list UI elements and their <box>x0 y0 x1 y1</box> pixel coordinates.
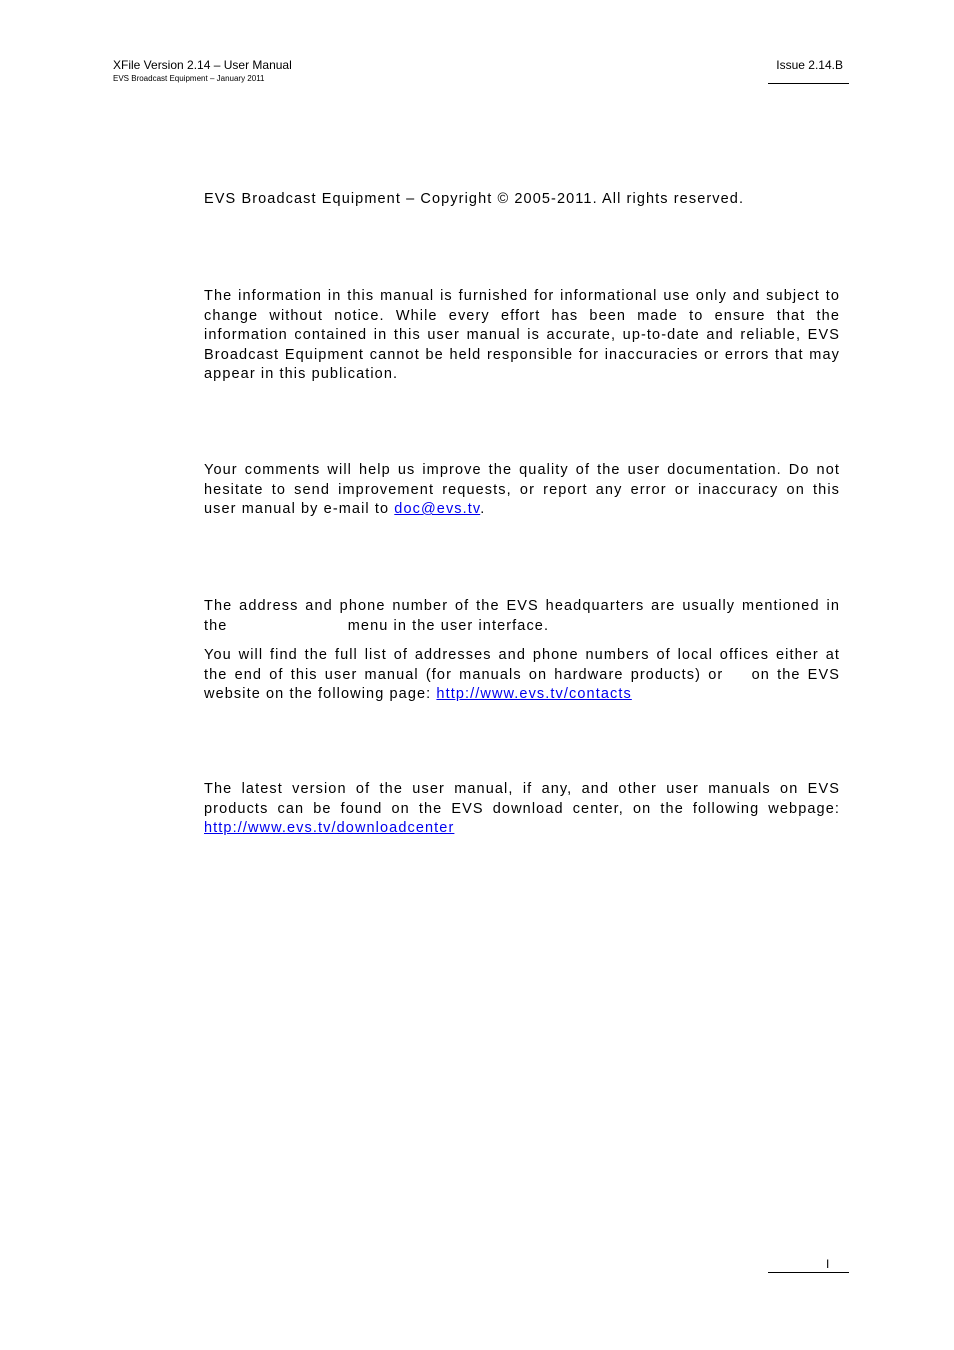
disclaimer-section <box>204 287 840 385</box>
document-title: XFile Version 2.14 – User Manual <box>113 58 292 72</box>
headquarters-text-end: menu in the user interface. <box>342 617 550 634</box>
contacts-link[interactable]: http://www.evs.tv/contacts <box>436 686 632 702</box>
addresses-section <box>204 597 840 705</box>
feedback-text: Your comments will help us improve the quality of the user documentation. Do not hesitate to send improvement requests, or report any error or inaccuracy on this user manual by e-mail to <box>204 462 840 517</box>
copyright-text: EVS Broadcast Equipment – Copyright © 2005-2011. All rights reserved. <box>204 191 745 207</box>
offices-text-middle: on the EVS website on the following page: <box>204 666 840 702</box>
headquarters-text-start: The address and phone number of the EVS headquarters are usually mentioned in the <box>204 598 840 634</box>
copyright-section <box>204 190 840 210</box>
download-paragraph <box>204 780 840 839</box>
document-subtitle: EVS Broadcast Equipment – January 2011 <box>113 74 265 83</box>
headquarters-paragraph <box>204 597 840 636</box>
feedback-section <box>204 461 840 520</box>
issue-label: Issue 2.14.B <box>776 58 843 72</box>
feedback-email-link[interactable]: doc@evs.tv <box>394 501 481 517</box>
page-number: I <box>826 1257 830 1271</box>
download-section <box>204 780 840 839</box>
footer-rule <box>768 1272 849 1273</box>
feedback-period: . <box>480 501 486 517</box>
header-rule <box>768 83 849 84</box>
offices-paragraph <box>204 646 840 705</box>
disclaimer-text: The information in this manual is furnished for informational use only and subject to change without notice. While every effort has been made to ensure that the information contained in this user manual is accurate, up-to-date and reliable, EVS Broadcast Equipment cannot be held responsible for inaccuracies or errors that may appear in this publication. <box>204 288 840 382</box>
download-center-link[interactable]: http://www.evs.tv/downloadcenter <box>204 820 455 836</box>
feedback-paragraph <box>204 461 840 520</box>
download-text: The latest version of the user manual, if any, and other user manuals on EVS products can be found on the EVS download center, on the following webpage: <box>204 781 840 817</box>
offices-text-start: You will find the full list of addresses and phone numbers of local offices either at the end of this user manual (for manuals on hardware products) or <box>204 647 840 683</box>
